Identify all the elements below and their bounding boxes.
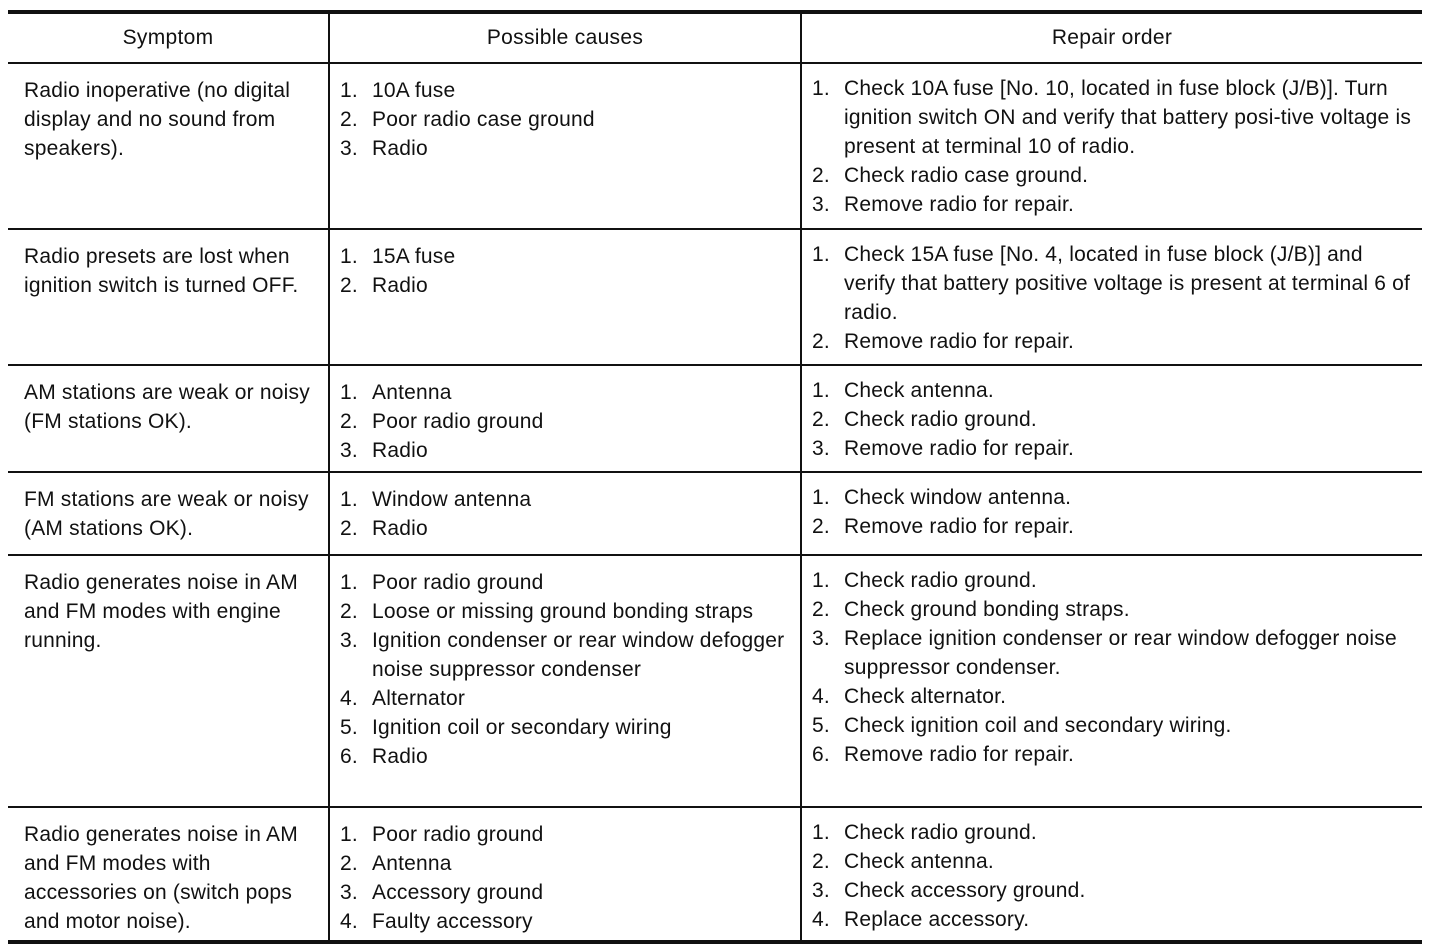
repair-cell — [802, 808, 1422, 940]
causes-cell — [330, 64, 802, 228]
list-item: 5. Ignition coil or secondary wiring — [340, 716, 672, 739]
list-item: 1. Window antenna — [340, 488, 532, 511]
list-item: 4. Check alternator. — [812, 685, 1007, 708]
list-item: 2. Remove radio for repair. — [812, 330, 1075, 353]
causes-cell — [330, 473, 802, 554]
list-item: 6. Remove radio for repair. — [812, 743, 1075, 766]
repair-list — [812, 376, 1412, 463]
list-item: 3. Remove radio for repair. — [812, 193, 1075, 216]
list-item: 1. Check 10A fuse [No. 10, located in fuse block (J/B)]. Turn ignition switch ON and verify that battery posi-tive voltage is present at terminal 10 of radio. — [812, 77, 1412, 158]
repair-list — [812, 566, 1412, 769]
table-row — [8, 366, 1422, 473]
symptom-cell: Radio generates noise in AM and FM modes with accessories on (switch pops and motor noise). — [8, 808, 330, 940]
repair-list — [812, 818, 1412, 934]
symptom-cell: AM stations are weak or noisy (FM stations OK). — [8, 366, 330, 471]
list-item: 2. Check radio case ground. — [812, 164, 1089, 187]
list-item: 3. Radio — [340, 137, 428, 160]
causes-list — [340, 378, 794, 465]
list-item: 3. Ignition condenser or rear window defogger noise suppressor condenser — [340, 629, 785, 681]
list-item: 1. Check antenna. — [812, 379, 994, 402]
causes-cell — [330, 230, 802, 364]
causes-list — [340, 820, 794, 936]
repair-cell — [802, 64, 1422, 228]
table-row — [8, 556, 1422, 808]
causes-cell — [330, 808, 802, 940]
table-row — [8, 230, 1422, 366]
table-row — [8, 64, 1422, 230]
list-item: 2. Check antenna. — [812, 850, 994, 873]
repair-list — [812, 240, 1412, 356]
header-possible-causes: Possible causes — [330, 14, 802, 62]
causes-list — [340, 485, 794, 543]
causes-cell — [330, 556, 802, 806]
list-item: 1. Poor radio ground — [340, 571, 544, 594]
list-item: 1. Antenna — [340, 381, 452, 404]
repair-list — [812, 74, 1412, 219]
repair-cell — [802, 230, 1422, 364]
list-item: 4. Replace accessory. — [812, 908, 1030, 931]
causes-list — [340, 76, 794, 163]
list-item: 2. Remove radio for repair. — [812, 515, 1075, 538]
list-item: 1. Check radio ground. — [812, 821, 1037, 844]
table-row — [8, 808, 1422, 940]
repair-cell — [802, 473, 1422, 554]
list-item: 1. Check window antenna. — [812, 486, 1072, 509]
symptom-cell: Radio generates noise in AM and FM modes with engine running. — [8, 556, 330, 806]
repair-cell — [802, 366, 1422, 471]
list-item: 3. Replace ignition condenser or rear window defogger noise suppressor condenser. — [812, 627, 1397, 679]
repair-list — [812, 483, 1412, 541]
list-item: 3. Radio — [340, 439, 428, 462]
list-item: 2. Check ground bonding straps. — [812, 598, 1130, 621]
symptom-cell: Radio presets are lost when ignition switch is turned OFF. — [8, 230, 330, 364]
causes-list — [340, 568, 794, 771]
list-item: 3. Remove radio for repair. — [812, 437, 1075, 460]
list-item: 2. Antenna — [340, 852, 452, 875]
list-item: 2. Radio — [340, 274, 428, 297]
header-symptom: Symptom — [8, 14, 330, 62]
repair-cell — [802, 556, 1422, 806]
symptom-cell: FM stations are weak or noisy (AM stations OK). — [8, 473, 330, 554]
list-item: 1. 10A fuse — [340, 79, 456, 102]
list-item: 4. Alternator — [340, 687, 466, 710]
causes-cell — [330, 366, 802, 471]
list-item: 4. Faulty accessory — [340, 910, 533, 933]
table-row — [8, 473, 1422, 556]
list-item: 1. 15A fuse — [340, 245, 456, 268]
list-item: 3. Check accessory ground. — [812, 879, 1086, 902]
list-item: 1. Check 15A fuse [No. 4, located in fuse block (J/B)] and verify that battery positive voltage is present at terminal 6 of radio. — [812, 243, 1411, 324]
troubleshooting-table — [8, 10, 1422, 944]
symptom-cell: Radio inoperative (no digital display and no sound from speakers). — [8, 64, 330, 228]
list-item: 1. Poor radio ground — [340, 823, 544, 846]
list-item: 6. Radio — [340, 745, 428, 768]
list-item: 5. Check ignition coil and secondary wiring. — [812, 714, 1232, 737]
list-item: 2. Poor radio case ground — [340, 108, 595, 131]
list-item: 3. Accessory ground — [340, 881, 544, 904]
list-item: 2. Poor radio ground — [340, 410, 544, 433]
list-item: 2. Loose or missing ground bonding straps — [340, 600, 754, 623]
list-item: 2. Radio — [340, 517, 428, 540]
header-repair-order: Repair order — [1051, 26, 1173, 49]
table-header — [8, 14, 1422, 64]
list-item: 1. Check radio ground. — [812, 569, 1037, 592]
list-item: 2. Check radio ground. — [812, 408, 1037, 431]
causes-list — [340, 242, 794, 300]
